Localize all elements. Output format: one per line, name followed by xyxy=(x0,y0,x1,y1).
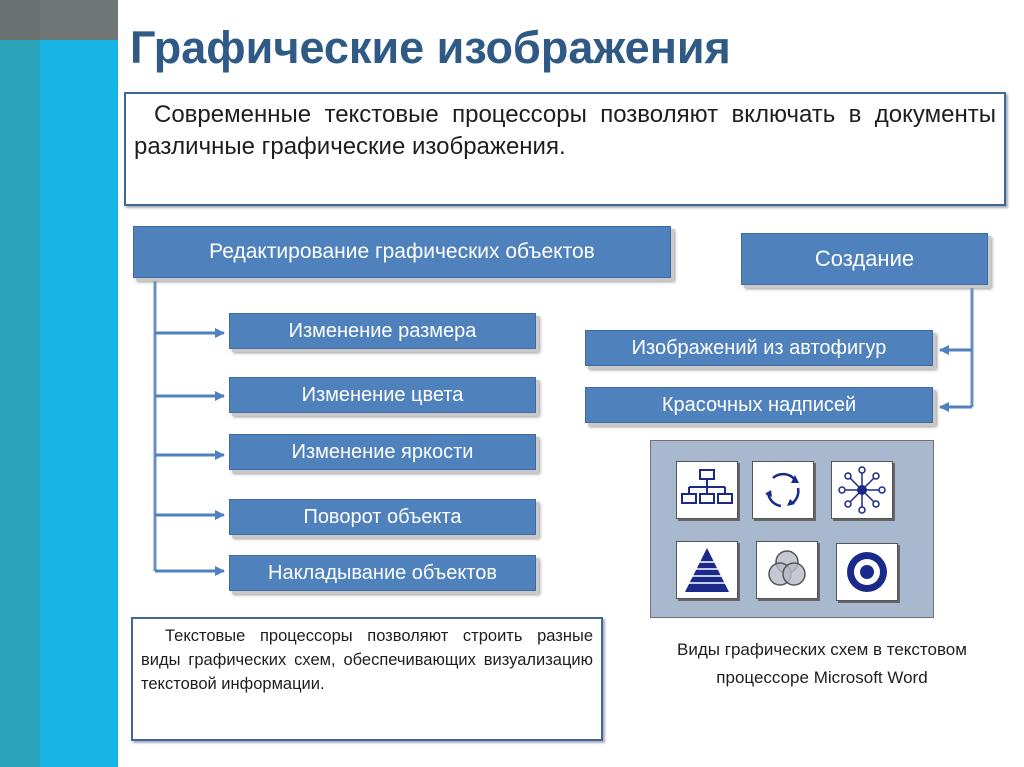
edit-item-overlay: Накладывание объектов xyxy=(229,555,536,591)
slide-title: Графические изображения xyxy=(130,22,731,73)
edit-item-rotate: Поворот объекта xyxy=(229,499,536,535)
cycle-diagram-icon xyxy=(752,461,814,519)
note-text: Текстовые процессоры позволяют строить разные виды графических схем, обеспечивающих визуализацию текстовой информации. xyxy=(141,627,593,693)
diagram-types-caption xyxy=(640,636,1004,692)
org-chart-icon xyxy=(676,461,738,519)
caption-line-1: Виды графических схем в текстовом xyxy=(677,640,967,659)
target-diagram-icon xyxy=(836,543,898,601)
creation-header-box: Создание xyxy=(741,233,988,285)
diagram-types-panel xyxy=(650,440,934,618)
caption-line-2: процессоре Microsoft Word xyxy=(716,668,928,687)
create-item-wordart: Красочных надписей xyxy=(585,387,933,423)
editing-header-box: Редактирование графических объектов xyxy=(133,226,671,278)
create-item-autoshapes: Изображений из автофигур xyxy=(585,330,933,366)
edit-item-resize: Изменение размера xyxy=(229,313,536,349)
venn-diagram-icon xyxy=(756,541,818,599)
intro-text: Современные текстовые процессоры позволяют включать в документы различные графические изображения. xyxy=(134,101,996,160)
pyramid-diagram-icon xyxy=(676,541,738,599)
edit-item-color: Изменение цвета xyxy=(229,377,536,413)
radial-diagram-icon xyxy=(831,461,893,519)
edit-item-brightness: Изменение яркости xyxy=(229,434,536,470)
